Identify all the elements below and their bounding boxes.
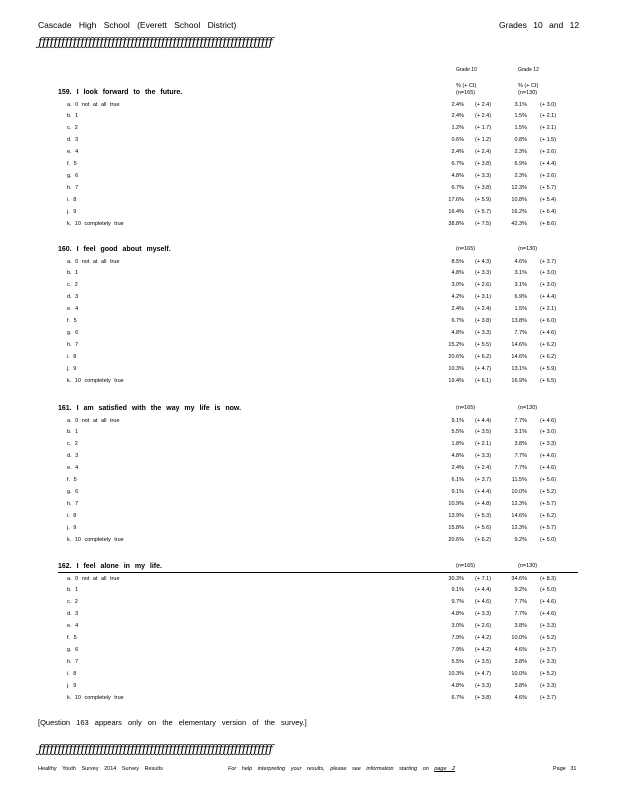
grade-12-percent: 11.5% [511,477,527,483]
grade-12-ci: (+ 4.6) [540,465,557,472]
grade-10-ci: (+ 5.6) [475,524,492,531]
grade-12-percent: 10.8% [511,196,527,203]
grade-12-ci: (+ 6.4) [540,208,557,215]
table-row [0,477,618,488]
grade-10-percent: 20.6% [448,353,464,360]
grade-12-ci: (+ 5.7) [540,184,557,191]
grade-10-ci: (+ 2.6) [475,623,492,630]
grade-12-ci: (+ 4.6) [540,599,557,606]
grade-12-ci: (+ 4.6) [540,417,557,424]
table-row [0,125,618,136]
table-row [0,102,618,113]
table-row [0,599,618,610]
sample-size-grade-10: (n=165) [456,563,476,569]
grade-10-percent: 5.5% [451,429,464,436]
grade-12-percent: 7.7% [514,329,527,336]
grade-10-percent: 4.8% [451,172,464,179]
table-row [0,330,618,341]
table-row [0,623,618,634]
grade-12-ci: (+ 4.4) [540,161,557,167]
stat-header-grade-12: % (+ CI) [518,83,539,89]
grade-12-percent: 12.3% [511,524,527,531]
grade-10-percent: 5.5% [451,658,464,665]
grade-12-percent: 14.6% [511,353,527,360]
grade-10-ci: (+ 6.2) [475,353,492,360]
grade-12-ci: (+ 2.1) [540,125,557,132]
table-row [0,306,618,317]
grade-12-ci: (+ 6.2) [540,512,557,519]
table-row [0,683,618,694]
grade-10-percent: 4.8% [451,611,464,618]
grade-12-ci: (+ 2.6) [540,172,557,179]
table-row [0,185,618,196]
grade-12-ci: (+ 5.2) [540,488,557,495]
response-label: c. 2 [67,441,78,448]
response-label: h. 7 [67,500,79,507]
grade-10-ci: (+ 4.4) [475,417,492,424]
grade-12-percent: 3.1% [514,429,527,436]
grade-10-ci: (+ 4.7) [475,670,492,677]
grade-10-ci: (+ 2.4) [475,101,492,108]
response-label: k. 10 completely true [67,694,124,701]
grade-10-percent: 15.8% [448,524,464,531]
grade-10-ci: (+ 6.2) [475,536,492,543]
grade-10-ci: (+ 3.3) [475,453,492,460]
grade-12-percent: 2.3% [514,172,527,179]
table-row [0,671,618,682]
grade-12-ci: (+ 2.1) [540,113,557,120]
grade-12-ci: (+ 6.2) [540,353,557,360]
table-row [0,453,618,464]
grade-12-percent: 1.5% [514,113,527,120]
table-row [0,113,618,124]
response-label: k. 10 completely true [67,536,124,543]
grade-12-ci: (+ 8.3) [540,575,557,582]
grade-12-percent: 3.1% [514,270,527,277]
grade-12-percent: 4.6% [514,694,527,701]
table-row [0,366,618,377]
grade-10-percent: 2.4% [451,465,464,472]
grade-10-ci: (+ 4.6) [475,599,492,606]
response-label: d. 3 [67,453,79,460]
response-label: a. 0 not at all true [67,258,120,265]
question-163-note: [Question 163 appears only on the elementary version of the survey.] [38,718,307,727]
question-title: 160. I feel good about myself. [58,246,171,253]
response-label: j. 9 [67,365,77,372]
grade-10-percent: 6.7% [451,694,464,701]
response-label: i. 8 [67,512,77,519]
grade-10-ci: (+ 4.2) [475,646,492,653]
grade-10-ci: (+ 3.1) [475,294,492,301]
grade-10-percent: 6.7% [451,161,464,167]
grade-10-ci: (+ 3.3) [475,172,492,179]
grade-10-ci: (+ 4.7) [475,365,492,372]
response-label: i. 8 [67,670,77,677]
grade-10-percent: 4.8% [451,453,464,460]
grade-12-ci: (+ 3.0) [540,101,557,108]
grade-10-percent: 38.8% [448,220,464,227]
page-2-link[interactable]: page 2 [434,766,456,772]
response-label: j. 9 [67,524,77,531]
table-row [0,587,618,598]
grade-10-ci: (+ 2.4) [475,113,492,120]
grade-10-ci: (+ 2.4) [475,149,492,156]
grade-10-ci: (+ 3.3) [475,682,492,689]
grade-10-percent: 10.3% [448,670,464,677]
grade-10-percent: 3.0% [451,282,464,289]
grade-10-percent: 30.3% [448,575,464,582]
grade-12-percent: 3.8% [514,682,527,689]
response-label: g. 6 [67,172,79,179]
table-row [0,501,618,512]
grade-10-ci: (+ 6.1) [475,377,492,384]
grade-10-ci: (+ 4.4) [475,488,492,495]
sample-size-grade-10: (n=165) [456,246,476,252]
grade-12-ci: (+ 3.3) [540,682,557,689]
grade-10-ci: (+ 3.5) [475,429,492,436]
grade-12-percent: 7.7% [514,599,527,606]
footer-survey-title: Healthy Youth Survey 2014 Survey Results [38,766,163,772]
grade-10-ci: (+ 7.1) [475,575,492,582]
response-label: j. 9 [67,682,77,689]
grade-10-percent: 2.4% [451,306,464,313]
grade-12-percent: 10.0% [511,488,527,495]
grade-12-ci: (+ 4.6) [540,611,557,618]
grade-12-ci: (+ 3.0) [540,429,557,436]
response-label: g. 6 [67,646,79,653]
grade-12-percent: 16.9% [511,377,527,384]
document-header-school: Cascade High School (Everett School District) [38,20,237,30]
grade-12-percent: 9.2% [514,536,527,543]
grade-12-percent: 2.3% [514,149,527,156]
grade-12-ci: (+ 6.0) [540,318,557,324]
table-row [0,429,618,440]
table-row [0,576,618,587]
grade-10-ci: (+ 1.2) [475,137,492,144]
grade-12-percent: 34.6% [511,575,527,582]
grade-12-ci: (+ 2.6) [540,149,557,156]
grade-12-ci: (+ 4.6) [540,329,557,336]
grade-12-ci: (+ 5.7) [540,524,557,531]
table-row [0,647,618,658]
grade-12-ci: (+ 3.3) [540,441,557,448]
grade-10-ci: (+ 7.5) [475,220,492,227]
response-label: f. 5 [67,477,77,483]
grade-10-percent: 7.9% [451,635,464,641]
sample-size-grade-10: (n=165) [456,405,476,411]
grade-12-ci: (+ 5.0) [540,536,557,543]
response-label: e. 4 [67,465,79,472]
grade-12-percent: 4.6% [514,646,527,653]
grade-10-ci: (+ 5.7) [475,208,492,215]
grade-12-ci: (+ 6.5) [540,377,557,384]
response-label: a. 0 not at all true [67,417,120,424]
table-row [0,270,618,281]
response-label: b. 1 [67,270,79,277]
top-separator: ƒƒƒƒƒƒƒƒƒƒƒƒƒƒƒƒƒƒƒƒƒƒƒƒƒƒƒƒƒƒƒƒƒƒƒƒƒƒƒƒƒƒƒƒƒƒƒƒƒƒƒƒƒƒƒƒƒƒƒƒƒ [38,35,273,49]
grade-10-percent: 9.1% [451,587,464,594]
grade-10-percent: 0.6% [451,137,464,144]
grade-12-ci: (+ 5.2) [540,670,557,677]
response-label: h. 7 [67,658,79,665]
grade-10-percent: 6.7% [451,318,464,324]
grade-10-ci: (+ 3.3) [475,329,492,336]
grade-12-ci: (+ 8.6) [540,220,557,227]
grade-12-ci: (+ 3.7) [540,258,557,265]
stat-header-grade-10: % (+ CI) [456,83,477,89]
response-label: c. 2 [67,125,78,132]
response-label: a. 0 not at all true [67,575,120,582]
grade-10-ci: (+ 2.6) [475,282,492,289]
table-row [0,259,618,270]
grade-12-percent: 7.7% [514,417,527,424]
grade-12-ci: (+ 5.2) [540,635,557,641]
response-label: h. 7 [67,341,79,348]
response-label: g. 6 [67,329,79,336]
sample-size-grade-12: (n=130) [518,90,538,96]
grade-12-percent: 3.1% [514,282,527,289]
table-row [0,342,618,353]
grade-10-percent: 19.4% [448,377,464,384]
grade-12-percent: 3.1% [514,101,527,108]
grade-12-ci: (+ 3.7) [540,694,557,701]
grade-10-percent: 6.1% [451,477,464,483]
question-title: 159. I look forward to the future. [58,89,183,96]
sample-size-grade-12: (n=130) [518,563,538,569]
response-label: e. 4 [67,623,79,630]
response-label: b. 1 [67,587,79,594]
grade-10-percent: 10.9% [448,500,464,507]
grade-10-ci: (+ 4.8) [475,500,492,507]
table-row [0,441,618,452]
grade-10-ci: (+ 3.7) [475,477,492,483]
grade-10-ci: (+ 3.8) [475,184,492,191]
footer-help-text: For help interpreting your results, please see information starting on page 2 [228,766,456,772]
grade-12-percent: 14.6% [511,512,527,519]
grade-10-percent: 4.2% [451,294,464,301]
grade-10-percent: 4.8% [451,682,464,689]
grade-12-percent: 7.7% [514,611,527,618]
grade-12-percent: 7.7% [514,465,527,472]
grade-12-ci: (+ 5.4) [540,196,557,203]
table-row [0,378,618,389]
grade-10-percent: 4.8% [451,270,464,277]
table-row [0,465,618,476]
column-header-grade-12: Grade 12 [518,67,539,73]
response-label: h. 7 [67,184,79,191]
grade-10-ci: (+ 3.8) [475,694,492,701]
response-label: k. 10 completely true [67,377,124,384]
grade-12-percent: 3.8% [514,623,527,630]
table-row [0,173,618,184]
question-divider [58,572,578,573]
grade-12-ci: (+ 4.6) [540,453,557,460]
response-label: i. 8 [67,353,77,360]
table-row [0,418,618,429]
grade-10-ci: (+ 2.1) [475,441,492,448]
grade-12-ci: (+ 6.2) [540,341,557,348]
grade-12-percent: 1.5% [514,306,527,313]
table-row [0,209,618,220]
grade-12-percent: 0.8% [514,137,527,144]
grade-10-percent: 8.5% [451,258,464,265]
table-row [0,537,618,548]
grade-10-percent: 2.4% [451,101,464,108]
table-row [0,695,618,706]
response-label: e. 4 [67,306,79,313]
grade-10-ci: (+ 4.3) [475,258,492,265]
response-label: g. 6 [67,488,79,495]
table-row [0,221,618,232]
table-row [0,525,618,536]
page-number: Page 31 [553,766,577,772]
grade-10-percent: 1.2% [451,125,464,132]
sample-size-grade-12: (n=130) [518,246,538,252]
grade-10-ci: (+ 1.7) [475,125,492,132]
response-label: d. 3 [67,611,79,618]
response-label: k. 10 completely true [67,220,124,227]
grade-10-percent: 20.6% [448,536,464,543]
grade-10-ci: (+ 3.8) [475,161,492,167]
grade-10-ci: (+ 5.3) [475,512,492,519]
table-row [0,513,618,524]
grade-10-percent: 10.3% [448,365,464,372]
grade-10-percent: 16.4% [448,208,464,215]
table-row [0,489,618,500]
grade-12-percent: 3.8% [514,658,527,665]
column-header-grade-10: Grade 10 [456,67,477,73]
grade-10-percent: 9.7% [451,599,464,606]
grade-10-percent: 3.0% [451,623,464,630]
sample-size-grade-10: (n=165) [456,90,476,96]
grade-10-ci: (+ 3.5) [475,658,492,665]
response-label: d. 3 [67,137,79,144]
grade-12-ci: (+ 5.7) [540,500,557,507]
grade-12-percent: 6.9% [514,294,527,301]
grade-10-ci: (+ 2.4) [475,306,492,313]
grade-10-percent: 7.9% [451,646,464,653]
grade-12-ci: (+ 5.6) [540,477,557,483]
grade-10-percent: 9.1% [451,417,464,424]
grade-10-ci: (+ 4.2) [475,635,492,641]
grade-12-percent: 6.9% [514,161,527,167]
table-row [0,318,618,329]
response-label: a. 0 not at all true [67,101,120,108]
grade-12-ci: (+ 3.3) [540,658,557,665]
grade-12-ci: (+ 4.4) [540,294,557,301]
grade-12-ci: (+ 3.0) [540,270,557,277]
table-row [0,611,618,622]
sample-size-grade-12: (n=130) [518,405,538,411]
grade-10-percent: 13.9% [448,512,464,519]
response-label: c. 2 [67,282,78,289]
grade-10-percent: 9.1% [451,488,464,495]
response-label: c. 2 [67,599,78,606]
grade-12-ci: (+ 5.9) [540,365,557,372]
grade-12-ci: (+ 1.5) [540,137,557,144]
grade-12-percent: 12.3% [511,500,527,507]
question-title: 162. I feel alone in my life. [58,563,162,570]
table-row [0,282,618,293]
grade-12-ci: (+ 2.1) [540,306,557,313]
table-row [0,659,618,670]
response-label: b. 1 [67,113,79,120]
grade-12-ci: (+ 3.7) [540,646,557,653]
table-row [0,197,618,208]
response-label: b. 1 [67,429,79,436]
document-header-grades: Grades 10 and 12 [499,20,580,30]
response-label: f. 5 [67,161,77,167]
table-row [0,149,618,160]
grade-12-ci: (+ 5.0) [540,587,557,594]
grade-12-ci: (+ 3.3) [540,623,557,630]
grade-12-percent: 42.3% [511,220,527,227]
table-row [0,137,618,148]
grade-10-ci: (+ 3.8) [475,318,492,324]
grade-12-percent: 9.2% [514,587,527,594]
table-row [0,161,618,172]
question-title: 161. I am satisfied with the way my life is now. [58,405,242,412]
response-label: d. 3 [67,294,79,301]
grade-10-percent: 2.4% [451,113,464,120]
table-row [0,635,618,646]
grade-10-ci: (+ 3.3) [475,270,492,277]
response-label: f. 5 [67,635,77,641]
grade-10-percent: 4.8% [451,329,464,336]
response-label: e. 4 [67,149,79,156]
table-row [0,354,618,365]
grade-12-percent: 12.3% [511,184,527,191]
grade-12-percent: 10.0% [511,635,527,641]
grade-10-percent: 6.7% [451,184,464,191]
grade-12-ci: (+ 3.0) [540,282,557,289]
grade-10-ci: (+ 5.9) [475,196,492,203]
response-label: j. 9 [67,208,77,215]
response-label: i. 8 [67,196,77,203]
grade-12-percent: 3.8% [514,441,527,448]
grade-12-percent: 7.7% [514,453,527,460]
grade-10-ci: (+ 3.3) [475,611,492,618]
grade-12-percent: 4.6% [514,258,527,265]
grade-12-percent: 14.6% [511,341,527,348]
grade-12-percent: 13.1% [511,365,527,372]
table-row [0,294,618,305]
grade-10-percent: 2.4% [451,149,464,156]
grade-10-ci: (+ 2.4) [475,465,492,472]
grade-10-percent: 15.2% [448,341,464,348]
grade-12-percent: 16.2% [511,208,527,215]
grade-12-percent: 1.5% [514,125,527,132]
grade-12-percent: 10.0% [511,670,527,677]
grade-12-percent: 13.8% [511,318,527,324]
grade-10-percent: 1.8% [451,441,464,448]
grade-10-percent: 17.6% [448,196,464,203]
response-label: f. 5 [67,318,77,324]
bottom-separator: ƒƒƒƒƒƒƒƒƒƒƒƒƒƒƒƒƒƒƒƒƒƒƒƒƒƒƒƒƒƒƒƒƒƒƒƒƒƒƒƒƒƒƒƒƒƒƒƒƒƒƒƒƒƒƒƒƒƒƒƒƒ [38,742,273,756]
grade-10-ci: (+ 5.5) [475,341,492,348]
grade-10-ci: (+ 4.4) [475,587,492,594]
